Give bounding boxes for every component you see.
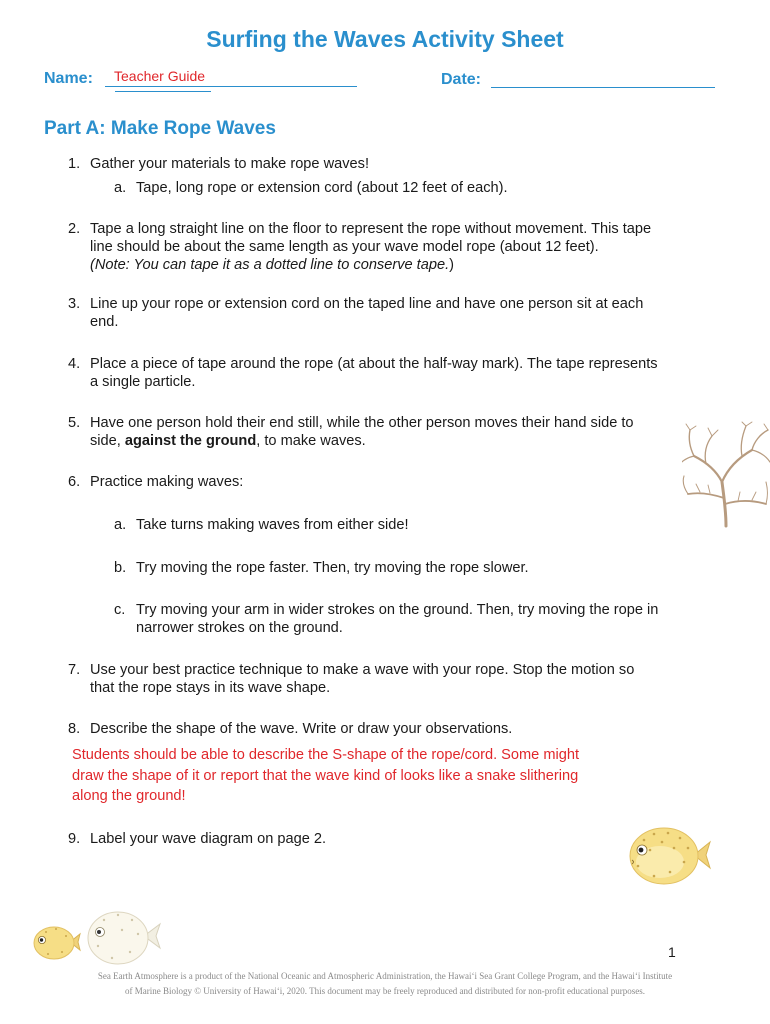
- date-label: Date:: [441, 71, 482, 88]
- name-label: Name:: [44, 70, 93, 87]
- page-title: Surfing the Waves Activity Sheet: [206, 26, 564, 52]
- coral-icon: [682, 420, 770, 528]
- answer-text: Students should be able to describe the S-shape of the rope/cord. Some might draw the shape of it or report that the wave kind of looks like a snake slithering along the ground!: [72, 747, 580, 804]
- pufferfish-pair-icon: [26, 906, 162, 974]
- page-number: 1: [668, 944, 676, 960]
- name-field-value: Teacher Guide: [114, 68, 206, 84]
- date-field-line[interactable]: [491, 87, 715, 88]
- pufferfish-icon: [624, 822, 714, 888]
- name-field-line[interactable]: [105, 86, 357, 87]
- emphasis-text: against the ground: [124, 433, 257, 449]
- tape-note: (Note: You can tape it as a dotted line to conserve tape.): [90, 257, 455, 273]
- footer-credits: Sea Earth Atmosphere is a product of the National Oceanic and Atmospheric Administration, the Hawaiʻi Sea Grant College Program, and the Hawaiʻi Institute of Marine Biology © University of Hawaiʻi, 2020. This document may be freely reproduced and distributed for non-profit educational purposes.: [97, 971, 673, 996]
- name-field-underline: [115, 91, 211, 92]
- section-heading: Part A: Make Rope Waves: [44, 118, 276, 139]
